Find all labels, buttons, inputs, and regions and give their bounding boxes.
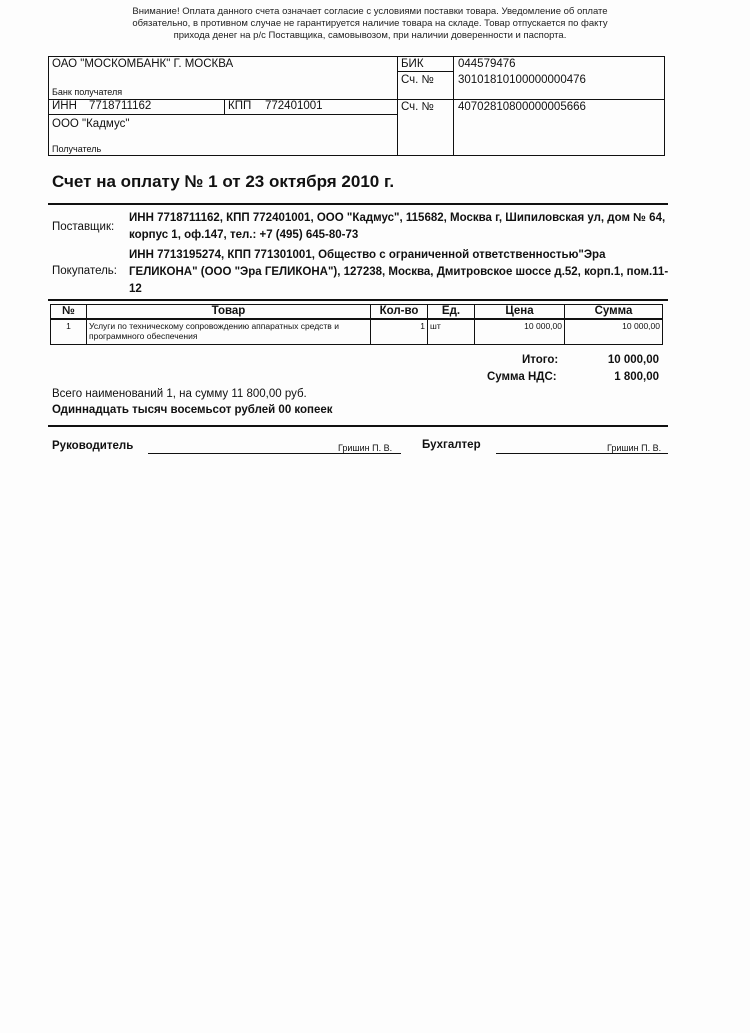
items-table — [50, 304, 663, 345]
account-value: 40702810800000005666 — [458, 101, 586, 113]
bank-name: ОАО "МОСКОМБАНК" Г. МОСКВА — [52, 58, 234, 70]
summary-count: Всего наименований 1, на сумму 11 800,00 руб. — [52, 388, 307, 400]
invoice-title: Счет на оплату № 1 от 23 октября 2010 г. — [52, 172, 395, 191]
corr-account-label: Сч. № — [401, 74, 434, 86]
accountant-label: Бухгалтер — [422, 439, 481, 451]
vat-label: Сумма НДС: — [487, 371, 557, 383]
supplier-label: Поставщик: — [52, 221, 115, 233]
supplier-details: ИНН 7718711162, КПП 772401001, ООО "Кадмус", 115682, Москва г, Шипиловская ул, дом № 64, корпус 1, оф.147, тел.: +7 (495) 645-80-73 — [129, 212, 666, 241]
director-signature-line — [148, 453, 401, 454]
director-label: Руководитель — [52, 440, 134, 452]
signatures-divider — [48, 425, 668, 427]
kpp-label: КПП — [228, 100, 252, 112]
bik-label: БИК — [401, 58, 424, 70]
bik-value: 044579476 — [458, 58, 516, 70]
buyer-details: ИНН 7713195274, КПП 771301001, Общество с ограниченной ответственностью"Эра ГЕЛИКОНА" (ООО "Эра ГЕЛИКОНА"), 127238, Москва, Дмитровское шоссе д.52, корп.1, пом.11-12 — [129, 249, 669, 295]
table-row — [51, 319, 663, 345]
bank-details-grid — [48, 56, 665, 156]
row-sum: 10 000,00 — [565, 319, 663, 345]
notice-line-2: обязательно, в противном случае не гарантируется наличие товара на складе. Товар отпускается по факту — [132, 18, 608, 29]
col-price-header: Цена — [475, 305, 565, 320]
col-qty-header: Кол-во — [371, 305, 428, 320]
inn-label: ИНН — [52, 100, 77, 112]
accountant-name: Гришин П. В. — [607, 443, 662, 453]
director-name: Гришин П. В. — [338, 443, 393, 453]
notice-line-3: прихода денег на р/с Поставщика, самовывозом, при наличии доверенности и паспорта. — [173, 30, 567, 41]
corr-account-value: 30101810100000000476 — [458, 74, 586, 86]
account-label: Сч. № — [401, 101, 434, 113]
table-header-row — [51, 305, 663, 320]
total-label: Итого: — [522, 354, 559, 366]
accountant-signature-line — [496, 453, 668, 454]
row-item: Услуги по техническому сопровождению аппаратных средств и программного обеспечения — [87, 319, 371, 345]
row-qty: 1 — [371, 319, 428, 345]
table-top-divider — [48, 299, 668, 301]
summary-in-words: Одиннадцать тысяч восемьсот рублей 00 копеек — [52, 404, 333, 416]
vat-value: 1 800,00 — [614, 371, 659, 383]
notice-line-1: Внимание! Оплата данного счета означает согласие с условиями поставки товара. Уведомление об оплате — [132, 6, 608, 17]
recipient-label: Получатель — [52, 144, 102, 154]
buyer-label: Покупатель: — [52, 265, 117, 277]
col-sum-header: Сумма — [565, 305, 663, 320]
total-value: 10 000,00 — [607, 354, 659, 366]
payment-notice — [70, 6, 670, 42]
bank-label: Банк получателя — [52, 87, 123, 97]
row-price: 10 000,00 — [475, 319, 565, 345]
title-divider — [48, 203, 668, 205]
col-unit-header: Ед. — [428, 305, 475, 320]
recipient-name: ООО "Кадмус" — [52, 118, 130, 130]
inn-value: 7718711162 — [89, 100, 152, 112]
row-unit: шт — [428, 319, 475, 345]
col-item-header: Товар — [87, 305, 371, 320]
kpp-value: 772401001 — [265, 100, 323, 112]
row-number: 1 — [51, 319, 87, 345]
col-number-header: № — [51, 305, 87, 320]
